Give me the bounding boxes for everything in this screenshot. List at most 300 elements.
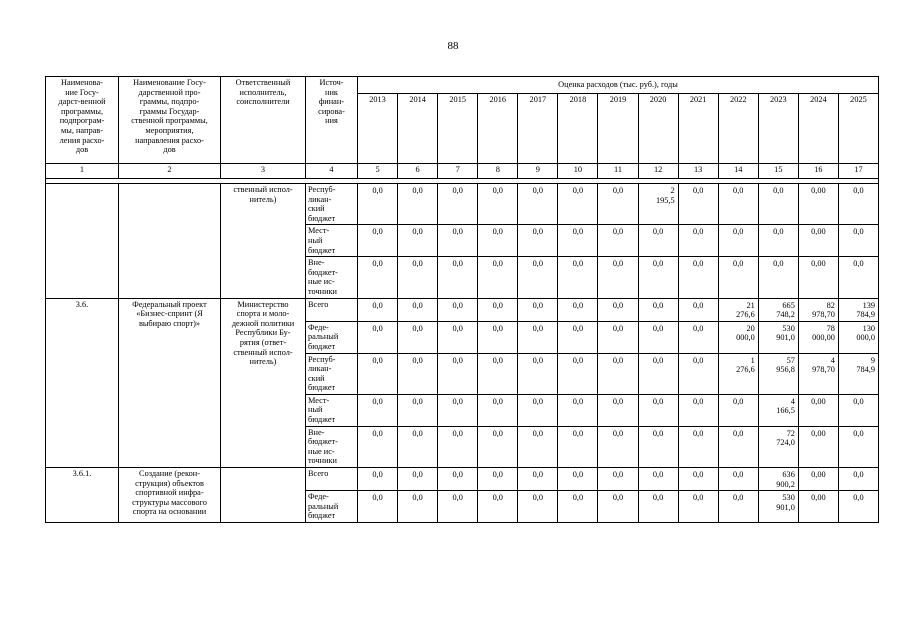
row-title	[119, 468, 221, 523]
value-line: 0,0	[372, 493, 383, 503]
value-cell	[718, 298, 758, 321]
value-cell	[798, 468, 838, 491]
value-line: 0,0	[853, 259, 864, 269]
value-line: 0,0	[412, 396, 423, 406]
text-line: Феде-	[308, 492, 329, 502]
value-cell	[638, 225, 678, 257]
text-line: ский	[308, 204, 325, 214]
value-cell	[598, 468, 638, 491]
value-line: 139	[862, 300, 876, 310]
text-line: точники	[308, 456, 337, 466]
text-line: Наименова-	[61, 78, 103, 87]
value-line: 0,0	[612, 355, 624, 365]
value-cell	[758, 257, 798, 298]
text-line: граммы, подпро-	[139, 97, 200, 107]
value-line: 0,0	[372, 470, 383, 480]
text-line: ния	[325, 116, 338, 126]
source-label	[306, 184, 358, 225]
value-cell	[718, 394, 758, 426]
value-cell	[598, 184, 638, 225]
value-cell	[518, 184, 558, 225]
value-cell	[358, 298, 398, 321]
text-line: Наименование Госу-	[133, 78, 206, 87]
value-cell	[638, 298, 678, 321]
text-line: нитель)	[249, 194, 277, 204]
value-line: 0,0	[492, 355, 503, 365]
value-cell	[558, 491, 598, 523]
column-number-cell: 8	[478, 164, 518, 179]
value-cell	[478, 321, 518, 353]
text-line: спорта и моло-	[236, 309, 290, 319]
text-line: спортивной инфра-	[135, 488, 204, 498]
value-cell	[518, 468, 558, 491]
column-number-cell: 1	[46, 164, 119, 179]
text-line: подпрограм-	[59, 116, 105, 126]
value-cell	[398, 353, 438, 394]
value-cell	[358, 184, 398, 225]
value-line: 0,0	[652, 493, 664, 503]
value-cell	[718, 257, 758, 298]
value-cell	[638, 257, 678, 298]
value-line: 0,00	[811, 493, 826, 503]
value-line: 0,0	[733, 396, 744, 406]
value-line: 0,0	[612, 323, 624, 333]
value-line: 0,0	[692, 227, 704, 237]
value-line: 0,0	[773, 186, 784, 195]
value-cell	[758, 394, 798, 426]
value-line: 0,0	[492, 323, 503, 333]
value-cell	[758, 321, 798, 353]
value-cell	[478, 298, 518, 321]
value-line: 978,70	[812, 365, 835, 375]
year-cell: 2017	[518, 94, 558, 164]
value-cell	[478, 184, 518, 225]
value-cell	[758, 184, 798, 225]
row-title	[119, 298, 221, 468]
column-number-cell: 7	[438, 164, 478, 179]
value-line: 0,0	[372, 227, 383, 237]
value-line: 0,0	[853, 186, 864, 195]
value-cell	[358, 353, 398, 394]
value-cell	[518, 298, 558, 321]
value-cell	[678, 394, 718, 426]
value-cell	[398, 225, 438, 257]
row-title	[119, 184, 221, 299]
value-line: 0,0	[692, 428, 704, 438]
row-executor	[221, 468, 306, 523]
value-line: 0,0	[452, 428, 463, 438]
value-cell	[558, 257, 598, 298]
text-line: бюджет	[308, 415, 336, 425]
text-line: Источ-	[319, 78, 344, 87]
value-line: 784,9	[856, 310, 876, 320]
value-line: 748,2	[776, 310, 795, 320]
text-line: ский	[308, 373, 325, 383]
value-line: 0,0	[412, 227, 423, 237]
text-line: спорта на основании	[132, 507, 207, 517]
value-line: 0,0	[572, 323, 584, 333]
header-name-col	[46, 77, 119, 164]
expenditure-table	[45, 76, 879, 523]
text-line: дарственной про-	[138, 87, 201, 97]
value-line: 0,0	[412, 300, 423, 310]
text-line: бюджет	[308, 383, 336, 393]
value-cell	[838, 321, 878, 353]
value-line: 0,0	[652, 470, 664, 480]
value-line: 0,0	[652, 355, 664, 365]
value-line: 0,0	[572, 355, 584, 365]
text-line: Ответственный	[235, 78, 291, 87]
value-line: 0,0	[372, 186, 383, 195]
text-line: ления расхо-	[59, 135, 105, 145]
value-cell	[678, 353, 718, 394]
value-line: 0,0	[692, 355, 704, 365]
value-line: 0,0	[412, 355, 423, 365]
value-cell	[798, 321, 838, 353]
value-cell	[438, 491, 478, 523]
header-executor-col	[221, 77, 306, 164]
year-cell: 2022	[718, 94, 758, 164]
value-cell	[358, 394, 398, 426]
value-line: 195,5	[655, 195, 675, 205]
value-cell	[718, 225, 758, 257]
value-cell	[598, 353, 638, 394]
value-line: 0,0	[532, 396, 544, 406]
value-line: 0,0	[773, 259, 784, 269]
value-line: 0,00	[811, 259, 826, 269]
value-line: 0,0	[452, 186, 463, 195]
value-cell	[678, 426, 718, 467]
value-line: 901,0	[776, 333, 795, 343]
value-line: 0,0	[372, 428, 383, 438]
text-line: Республики Бу-	[235, 328, 291, 338]
column-number-cell: 5	[358, 164, 398, 179]
value-cell	[518, 491, 558, 523]
value-line: 0,0	[412, 186, 423, 195]
value-line: 0,0	[612, 300, 624, 310]
value-line: 0,0	[733, 259, 744, 269]
value-cell	[358, 426, 398, 467]
value-cell	[638, 394, 678, 426]
text-line: ный	[308, 405, 323, 415]
value-cell	[398, 184, 438, 225]
value-cell	[758, 225, 798, 257]
column-number-cell: 6	[398, 164, 438, 179]
column-number-cell: 3	[221, 164, 306, 179]
value-cell	[598, 426, 638, 467]
value-line: 636	[782, 470, 795, 480]
text-line: Всего	[308, 469, 329, 479]
value-line: 0,0	[492, 227, 503, 237]
text-line: программы,	[60, 106, 104, 116]
value-cell	[758, 298, 798, 321]
value-cell	[398, 321, 438, 353]
value-cell	[518, 394, 558, 426]
value-line: 724,0	[776, 438, 795, 448]
value-cell	[598, 491, 638, 523]
value-line: 0,0	[692, 300, 704, 310]
value-line: 4	[790, 396, 795, 406]
value-line: 0,0	[452, 323, 463, 333]
value-cell	[558, 426, 598, 467]
value-cell	[358, 468, 398, 491]
year-cell: 2014	[398, 94, 438, 164]
value-cell	[438, 225, 478, 257]
value-cell	[398, 426, 438, 467]
value-line: 530	[782, 323, 795, 333]
value-cell	[838, 394, 878, 426]
column-number-cell: 2	[119, 164, 221, 179]
text-line: ные ис-	[308, 446, 335, 456]
value-cell	[478, 353, 518, 394]
row-executor	[221, 298, 306, 468]
value-line: 0,0	[572, 493, 584, 503]
value-cell	[558, 394, 598, 426]
year-cell: 2025	[838, 94, 878, 164]
column-number-cell: 14	[718, 164, 758, 179]
text-line: Вне-	[308, 427, 325, 437]
value-cell	[438, 468, 478, 491]
value-line: 4	[830, 355, 835, 365]
value-cell	[478, 468, 518, 491]
text-line: ственный испол-	[233, 185, 293, 194]
text-line: выбираю спорт)»	[138, 318, 201, 328]
year-cell: 2024	[798, 94, 838, 164]
text-line: направления расхо-	[135, 135, 204, 145]
text-line: ник	[325, 87, 338, 97]
value-cell	[478, 257, 518, 298]
row-code	[46, 184, 119, 299]
value-cell	[798, 353, 838, 394]
value-cell	[638, 468, 678, 491]
value-line: 0,0	[572, 396, 584, 406]
value-line: 72	[786, 428, 795, 438]
value-line: 784,9	[856, 365, 876, 375]
value-line: 0,0	[853, 227, 864, 237]
value-cell	[798, 257, 838, 298]
value-line: 0,0	[532, 323, 544, 333]
value-cell	[398, 257, 438, 298]
column-number-cell: 15	[758, 164, 798, 179]
value-line: 0,00	[811, 428, 826, 438]
value-line: 0,0	[492, 470, 503, 480]
column-number-cell: 13	[678, 164, 718, 179]
text-line: дов	[163, 145, 176, 155]
year-cell: 2013	[358, 94, 398, 164]
text-line: ственный испол-	[233, 347, 293, 357]
value-line: 0,0	[692, 470, 704, 480]
text-line: Мест-	[308, 395, 330, 405]
table-row	[46, 468, 879, 491]
value-cell	[518, 321, 558, 353]
value-line: 0,0	[532, 186, 544, 195]
value-cell	[358, 321, 398, 353]
value-cell	[838, 257, 878, 298]
value-cell	[518, 225, 558, 257]
value-cell	[678, 225, 718, 257]
source-label	[306, 394, 358, 426]
value-line: 0,00	[811, 396, 826, 406]
text-line: точники	[308, 286, 337, 296]
value-cell	[678, 298, 718, 321]
column-number-cell: 16	[798, 164, 838, 179]
value-cell	[518, 257, 558, 298]
value-line: 276,6	[736, 310, 755, 320]
value-line: 0,0	[492, 300, 503, 310]
value-cell	[438, 184, 478, 225]
value-cell	[558, 353, 598, 394]
value-line: 0,0	[572, 186, 584, 195]
value-cell	[398, 468, 438, 491]
row-code: 3.6.	[46, 298, 119, 468]
value-line: 0,0	[692, 493, 704, 503]
year-cell: 2018	[558, 94, 598, 164]
header-estimate: Оценка расходов (тыс. руб.), годы	[358, 77, 879, 94]
value-cell	[598, 298, 638, 321]
value-line: 0,0	[612, 259, 624, 269]
text-line: соисполнители	[236, 97, 290, 107]
value-line: 0,0	[692, 396, 704, 406]
value-line: 1	[750, 355, 755, 365]
value-line: 0,0	[372, 259, 383, 269]
value-line: 0,0	[372, 300, 383, 310]
column-number-cell: 17	[838, 164, 878, 179]
header-source-col	[306, 77, 358, 164]
value-line: 0,0	[412, 493, 423, 503]
source-label	[306, 468, 358, 491]
value-cell	[558, 468, 598, 491]
value-line: 0,0	[532, 355, 544, 365]
value-line: 0,0	[652, 396, 664, 406]
value-cell	[678, 321, 718, 353]
value-cell	[838, 491, 878, 523]
value-cell	[638, 321, 678, 353]
text-line: «Бизнес-спринт (Я	[136, 309, 203, 319]
row-code: 3.6.1.	[46, 468, 119, 523]
value-cell	[598, 225, 638, 257]
text-line: бюджет	[308, 341, 336, 351]
value-cell	[798, 298, 838, 321]
source-label	[306, 491, 358, 523]
value-line: 2	[670, 186, 675, 195]
header-title-col	[119, 77, 221, 164]
value-line: 0,0	[372, 355, 383, 365]
value-cell	[758, 491, 798, 523]
year-cell: 2016	[478, 94, 518, 164]
text-line: ральный	[308, 332, 339, 342]
value-line: 0,0	[612, 493, 624, 503]
value-cell	[718, 321, 758, 353]
text-line: бюджет	[308, 511, 336, 521]
text-line: бюджет-	[308, 437, 338, 447]
value-line: 0,0	[612, 186, 624, 195]
value-line: 166,5	[776, 406, 795, 416]
value-line: 901,0	[776, 502, 795, 512]
value-line: 000,00	[812, 333, 835, 343]
value-line: 0,0	[652, 259, 664, 269]
value-line: 0,0	[412, 259, 423, 269]
text-line: дов	[75, 145, 89, 155]
text-line: Федеральный проект	[132, 299, 207, 309]
text-line: ный	[308, 235, 323, 245]
value-line: 0,0	[412, 428, 423, 438]
text-line: структуры массового	[132, 497, 207, 507]
value-cell	[838, 353, 878, 394]
text-line: Феде-	[308, 322, 329, 332]
column-number-cell: 9	[518, 164, 558, 179]
column-numbers-row	[46, 164, 879, 179]
value-line: 276,6	[736, 365, 755, 375]
text-line: Респуб-	[308, 185, 336, 194]
row-executor	[221, 184, 306, 299]
value-cell	[838, 225, 878, 257]
source-label	[306, 353, 358, 394]
text-line: дежной политики	[231, 318, 295, 328]
text-line: ственной программы,	[131, 116, 208, 126]
value-line: 0,0	[773, 227, 784, 237]
table-row	[46, 298, 879, 321]
text-line: мы, направ-	[61, 125, 103, 135]
value-cell	[598, 321, 638, 353]
text-line: рятия (ответ-	[239, 337, 287, 347]
value-cell	[718, 468, 758, 491]
year-cell: 2015	[438, 94, 478, 164]
value-cell	[638, 353, 678, 394]
value-line: 0,0	[492, 493, 503, 503]
page-number: 88	[447, 40, 459, 52]
value-line: 0,0	[572, 428, 584, 438]
value-line: 0,0	[452, 470, 463, 480]
value-line: 0,0	[692, 259, 704, 269]
year-cell: 2019	[598, 94, 638, 164]
value-cell	[558, 225, 598, 257]
text-line: сирова-	[318, 106, 345, 116]
text-line: бюджет	[308, 213, 336, 223]
value-line: 0,0	[532, 227, 544, 237]
value-line: 530	[782, 493, 795, 503]
text-line: струкция) объектов	[135, 478, 204, 488]
value-line: 978,70	[812, 310, 835, 320]
text-line: ние Госу-	[65, 87, 99, 97]
value-cell	[478, 491, 518, 523]
value-cell	[438, 257, 478, 298]
value-line: 665	[782, 300, 795, 310]
value-line: 900,2	[776, 479, 795, 489]
value-line: 0,0	[452, 227, 463, 237]
text-line: нитель)	[249, 357, 277, 367]
value-line: 0,0	[853, 396, 864, 406]
value-line: 0,0	[452, 259, 463, 269]
value-cell	[678, 184, 718, 225]
value-line: 0,0	[492, 259, 503, 269]
text-line: Министерство	[237, 299, 289, 309]
text-line: Создание (рекон-	[139, 469, 200, 479]
value-line: 0,0	[492, 428, 503, 438]
value-cell	[638, 491, 678, 523]
source-label	[306, 298, 358, 321]
table-row	[46, 184, 879, 225]
text-line: дарст-венной	[58, 97, 106, 107]
text-line: исполнитель,	[239, 87, 287, 97]
value-cell	[558, 298, 598, 321]
source-label	[306, 225, 358, 257]
column-number-cell: 10	[558, 164, 598, 179]
column-number-cell: 11	[598, 164, 638, 179]
value-cell	[718, 184, 758, 225]
value-line: 0,0	[532, 470, 544, 480]
text-line: бюджет-	[308, 267, 338, 277]
text-line: ликан-	[308, 364, 332, 374]
